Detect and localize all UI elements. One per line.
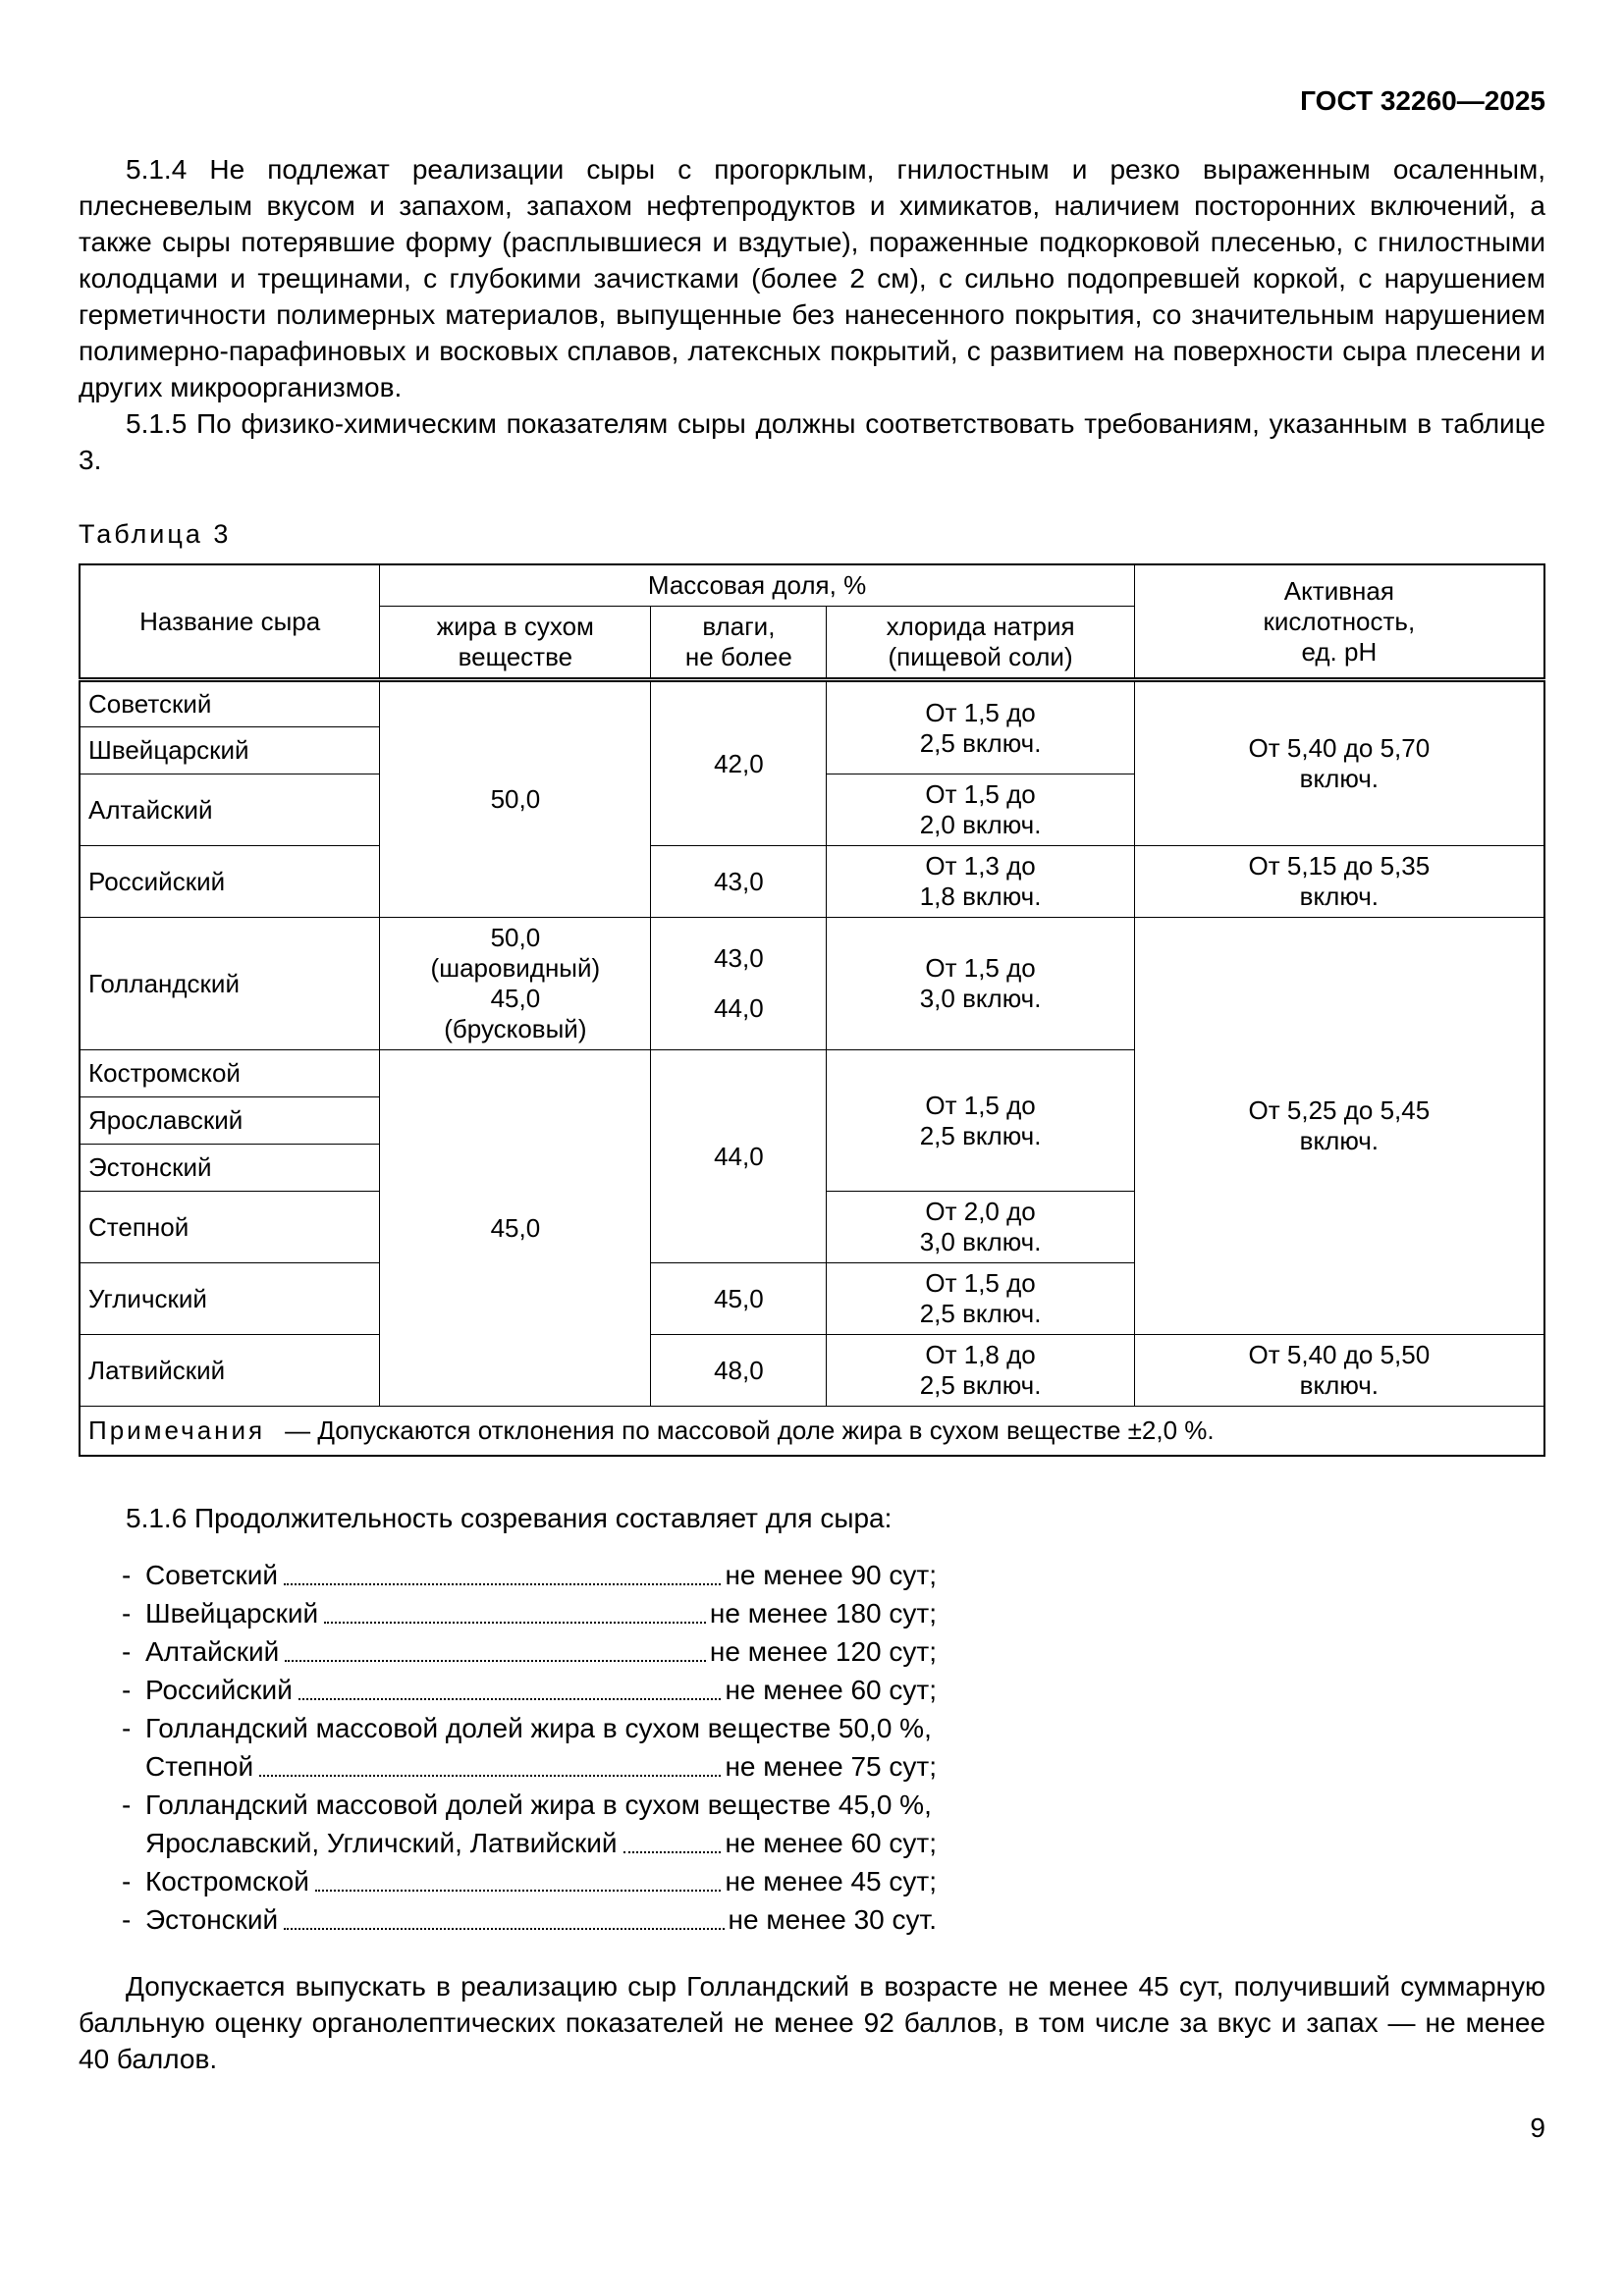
list-item-line2	[122, 1747, 937, 1786]
moisture-cell: 44,0	[651, 1050, 827, 1263]
dot-leader	[285, 1660, 706, 1662]
moisture-cell: 42,0	[651, 680, 827, 846]
acidity-cell: От 5,25 до 5,45 включ.	[1134, 918, 1544, 1335]
dash-marker	[122, 1862, 145, 1900]
fat-cell: 50,0 (шаровидный) 45,0 (брусковый)	[380, 918, 651, 1050]
cheese-name-cell: Алтайский	[80, 774, 380, 846]
cheese-name-cell: Ярославский	[80, 1097, 380, 1145]
cheese-name: Российский	[145, 1674, 293, 1705]
ripening-duration: не менее 60 сут;	[725, 1827, 937, 1858]
salt-cell: От 1,3 до 1,8 включ.	[827, 846, 1134, 918]
table-label: Таблица 3	[79, 519, 232, 549]
acidity-cell: От 5,40 до 5,50 включ.	[1134, 1335, 1544, 1407]
dash-marker	[122, 1671, 145, 1709]
salt-cell: От 1,8 до 2,5 включ.	[827, 1335, 1134, 1407]
acidity-cell: От 5,15 до 5,35 включ.	[1134, 846, 1544, 918]
col-header-moisture: влаги, не более	[651, 607, 827, 680]
list-item	[122, 1862, 937, 1900]
cheese-name-cell: Степной	[80, 1192, 380, 1263]
cheese-name-cell: Швейцарский	[80, 727, 380, 774]
table-note-label: Примечания	[88, 1415, 266, 1445]
dot-leader	[259, 1775, 721, 1777]
table-note-cell	[80, 1407, 1544, 1456]
list-item	[122, 1900, 937, 1939]
list-item	[122, 1709, 937, 1786]
list-item	[122, 1632, 937, 1671]
salt-cell: От 1,5 до 2,5 включ.	[827, 1263, 1134, 1335]
cheese-name-cell: Угличский	[80, 1263, 380, 1335]
moisture-cell: 43,0	[651, 846, 827, 918]
dash-marker	[122, 1786, 145, 1824]
cheese-name: Костромской	[145, 1865, 309, 1896]
list-item-line1	[122, 1786, 937, 1824]
table-row	[80, 680, 1544, 727]
list-item	[122, 1786, 937, 1862]
col-header-cheese-name: Название сыра	[80, 564, 380, 680]
table-3	[79, 563, 1545, 1457]
table-row	[80, 846, 1544, 918]
cheese-name: Голландский массовой долей жира в сухом веществе 45,0 %,	[145, 1789, 932, 1820]
page-number: 9	[1530, 2111, 1545, 2143]
salt-cell: От 2,0 до 3,0 включ.	[827, 1192, 1134, 1263]
list-item-line2	[122, 1824, 937, 1862]
dot-leader	[284, 1583, 721, 1585]
dot-leader	[298, 1698, 722, 1700]
cheese-name: Алтайский	[145, 1635, 280, 1667]
moisture-cell: 48,0	[651, 1335, 827, 1407]
table-note-row	[80, 1407, 1544, 1456]
cheese-name: Голландский массовой долей жира в сухом веществе 50,0 %,	[145, 1712, 932, 1743]
salt-cell: От 1,5 до 2,0 включ.	[827, 774, 1134, 846]
col-header-fat: жира в сухом веществе	[380, 607, 651, 680]
list-item	[122, 1671, 937, 1709]
salt-cell: От 1,5 до 2,5 включ.	[827, 1050, 1134, 1192]
fat-cell: 50,0	[380, 680, 651, 918]
col-header-acidity: Активная кислотность, ед. рН	[1134, 564, 1544, 680]
cheese-name: Ярославский, Угличский, Латвийский	[145, 1827, 618, 1858]
paragraph-5-1-4: 5.1.4 Не подлежат реализации сыры с прогорклым, гнилостным и резко выраженным осаленным, плесневелым вкусом и запахом, запахом нефтепродуктов и химикатов, наличием посторонних включений, а также сыры потерявшие форму (расплывшиеся и вздутые), пораженные подкорковой плесенью, с гнилостными колодцами и трещинами, с глубокими зачистками (более 2 см), с сильно подопревшей коркой, с нарушением герметичности полимерных материалов, выпущенные без нанесенного покрытия, со значительным нарушением полимерно-парафиновых и восковых сплавов, латексных покрытий, с развитием на поверхности сыра плесени и других микроорганизмов.	[79, 154, 1545, 402]
paragraph-final: Допускается выпускать в реализацию сыр Голландский в возрасте не менее 45 сут, получивший суммарную балльную оценку органолептических показателей не менее 92 баллов, в том числе за вкус и запах — не менее 40 баллов.	[79, 1970, 1545, 2074]
cheese-name: Эстонский	[145, 1903, 279, 1935]
cheese-name-cell: Латвийский	[80, 1335, 380, 1407]
dash-marker	[122, 1556, 145, 1594]
table-row	[80, 918, 1544, 1050]
cheese-name: Швейцарский	[145, 1597, 319, 1629]
moisture-cell: 45,0	[651, 1263, 827, 1335]
list-item	[122, 1594, 937, 1632]
dash-marker	[122, 1900, 145, 1939]
ripening-duration: не менее 180 сут;	[709, 1597, 937, 1629]
fat-cell: 45,0	[380, 1050, 651, 1407]
cheese-name-cell: Эстонский	[80, 1145, 380, 1192]
ripening-list	[122, 1556, 937, 1939]
cheese-name: Степной	[145, 1750, 254, 1782]
list-item	[122, 1556, 937, 1594]
paragraph-5-1-6: 5.1.6 Продолжительность созревания составляет для сыра:	[126, 1502, 893, 1533]
ripening-duration: не менее 120 сут;	[709, 1635, 937, 1667]
dot-leader	[284, 1928, 724, 1930]
salt-cell: От 1,5 до 3,0 включ.	[827, 918, 1134, 1050]
cheese-name-cell: Советский	[80, 680, 380, 727]
table-row	[80, 1335, 1544, 1407]
dot-leader	[324, 1622, 706, 1624]
dash-marker	[122, 1709, 145, 1747]
salt-cell: От 1,5 до 2,5 включ.	[827, 680, 1134, 774]
dot-leader	[623, 1851, 722, 1853]
col-header-salt: хлорида натрия (пищевой соли)	[827, 607, 1134, 680]
table-note-text: — Допускаются отклонения по массовой доле жира в сухом веществе ±2,0 %.	[285, 1415, 1215, 1445]
ripening-duration: не менее 75 сут;	[725, 1750, 937, 1782]
paragraph-5-1-5: 5.1.5 По физико-химическим показателям сыры должны соответствовать требованиям, указанным в таблице 3.	[79, 408, 1545, 475]
dash-marker	[122, 1632, 145, 1671]
col-header-mass-fraction: Массовая доля, %	[380, 564, 1134, 607]
cheese-name-cell: Голландский	[80, 918, 380, 1050]
cheese-name-cell: Костромской	[80, 1050, 380, 1097]
cheese-name-cell: Российский	[80, 846, 380, 918]
document-code: ГОСТ 32260—2025	[1300, 85, 1545, 116]
ripening-duration: не менее 60 сут;	[725, 1674, 937, 1705]
ripening-duration: не менее 45 сут;	[725, 1865, 937, 1896]
ripening-duration: не менее 30 сут.	[728, 1903, 937, 1935]
moisture-cell: 43,0 44,0	[651, 918, 827, 1050]
ripening-duration: не менее 90 сут;	[725, 1559, 937, 1590]
acidity-cell: От 5,40 до 5,70 включ.	[1134, 680, 1544, 846]
list-item-line1	[122, 1709, 937, 1747]
dash-marker	[122, 1594, 145, 1632]
cheese-name: Советский	[145, 1559, 279, 1590]
dot-leader	[315, 1890, 722, 1892]
